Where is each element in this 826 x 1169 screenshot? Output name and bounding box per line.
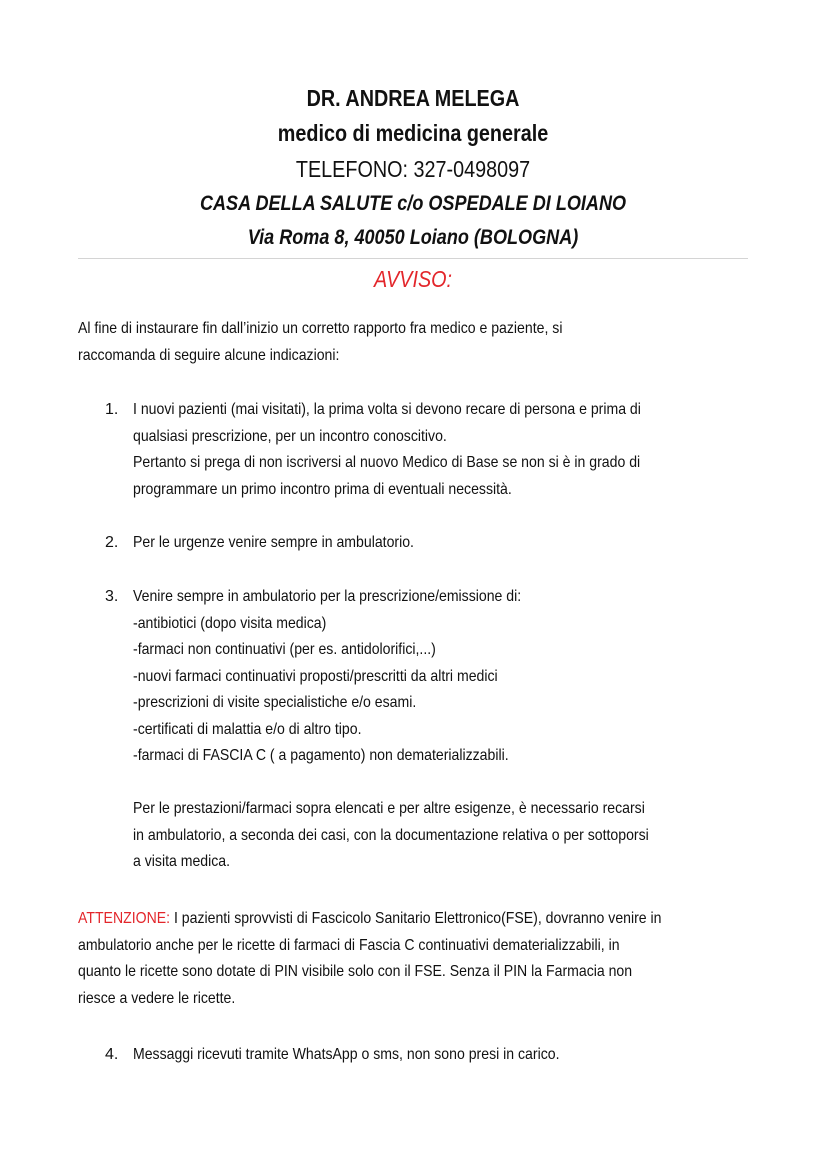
header-divider xyxy=(78,258,748,259)
sub-item-line: -antibiotici (dopo visita medica) xyxy=(133,614,327,632)
practice-location: CASA DELLA SALUTE c/o OSPEDALE DI LOIANO xyxy=(199,192,627,215)
intro-line: raccomanda di seguire alcune indicazioni: xyxy=(78,346,340,364)
note-line: Per le prestazioni/farmaci sopra elencati e per altre esigenze, è necessario recarsi xyxy=(133,800,645,817)
sub-item-line: -nuovi farmaci continuativi proposti/prescritti da altri medici xyxy=(133,667,498,685)
practice-address: Via Roma 8, 40050 Loiano (BOLOGNA) xyxy=(247,226,579,249)
attention-first-line xyxy=(78,906,661,933)
list-item-line: I nuovi pazienti (mai visitati), la prima volta si devono recare di persona e prima di xyxy=(133,401,641,418)
phone-number: TELEFONO: 327-0498097 xyxy=(295,156,531,182)
list-item-line: Per le urgenze venire sempre in ambulatorio. xyxy=(133,534,414,551)
letterhead xyxy=(0,82,826,255)
paragraph-gap xyxy=(133,770,719,797)
list-number: 4. xyxy=(105,1046,119,1063)
list-item-line: qualsiasi prescrizione, per un incontro conoscitivo. xyxy=(133,427,447,445)
sub-item-line: -farmaci non continuativi (per es. antidolorifici,...) xyxy=(133,641,436,658)
attention-line: riesce a vedere le ricette. xyxy=(78,989,236,1007)
attention-label: ATTENZIONE: xyxy=(78,910,171,927)
list-item-line: Pertanto si prega di non iscriversi al nuovo Medico di Base se non si è in grado di xyxy=(133,454,641,471)
sub-item-line: -prescrizioni di visite specialistiche e/o esami. xyxy=(133,694,417,711)
list-item-line: Venire sempre in ambulatorio per la prescrizione/emissione di: xyxy=(133,588,522,605)
attention-line: ambulatorio anche per le ricette di farmaci di Fascia C continuativi dematerializzabili, in xyxy=(78,936,620,954)
attention-text: I pazienti sprovvisti di Fascicolo Sanitario Elettronico(FSE), dovranno venire in xyxy=(170,910,662,927)
intro-paragraph xyxy=(78,316,629,369)
doctor-name: DR. ANDREA MELEGA xyxy=(306,85,520,111)
note-line: a visita medica. xyxy=(133,853,231,870)
list-item-line: programmare un primo incontro prima di eventuali necessità. xyxy=(133,480,512,498)
notice-title: AVVISO: xyxy=(373,266,453,292)
attention-paragraph xyxy=(78,906,741,1012)
list-item-line: Messaggi ricevuti tramite WhatsApp o sms, non sono presi in carico. xyxy=(133,1046,560,1063)
doctor-role: medico di medicina generale xyxy=(277,120,549,146)
sub-item-line: -certificati di malattia e/o di altro tipo. xyxy=(133,720,362,738)
attention-line: quanto le ricette sono dotate di PIN visibile solo con il FSE. Senza il PIN la Farmacia non xyxy=(78,963,633,980)
note-line: in ambulatorio, a seconda dei casi, con la documentazione relativa o per sottoporsi xyxy=(133,826,649,844)
sub-item-line: -farmaci di FASCIA C ( a pagamento) non dematerializzabili. xyxy=(133,747,509,764)
intro-line: Al fine di instaurare fin dall’inizio un corretto rapporto fra medico e paziente, si xyxy=(78,320,563,337)
list-number: 3. xyxy=(105,588,119,605)
list-number: 2. xyxy=(105,534,119,551)
list-number: 1. xyxy=(105,401,119,418)
